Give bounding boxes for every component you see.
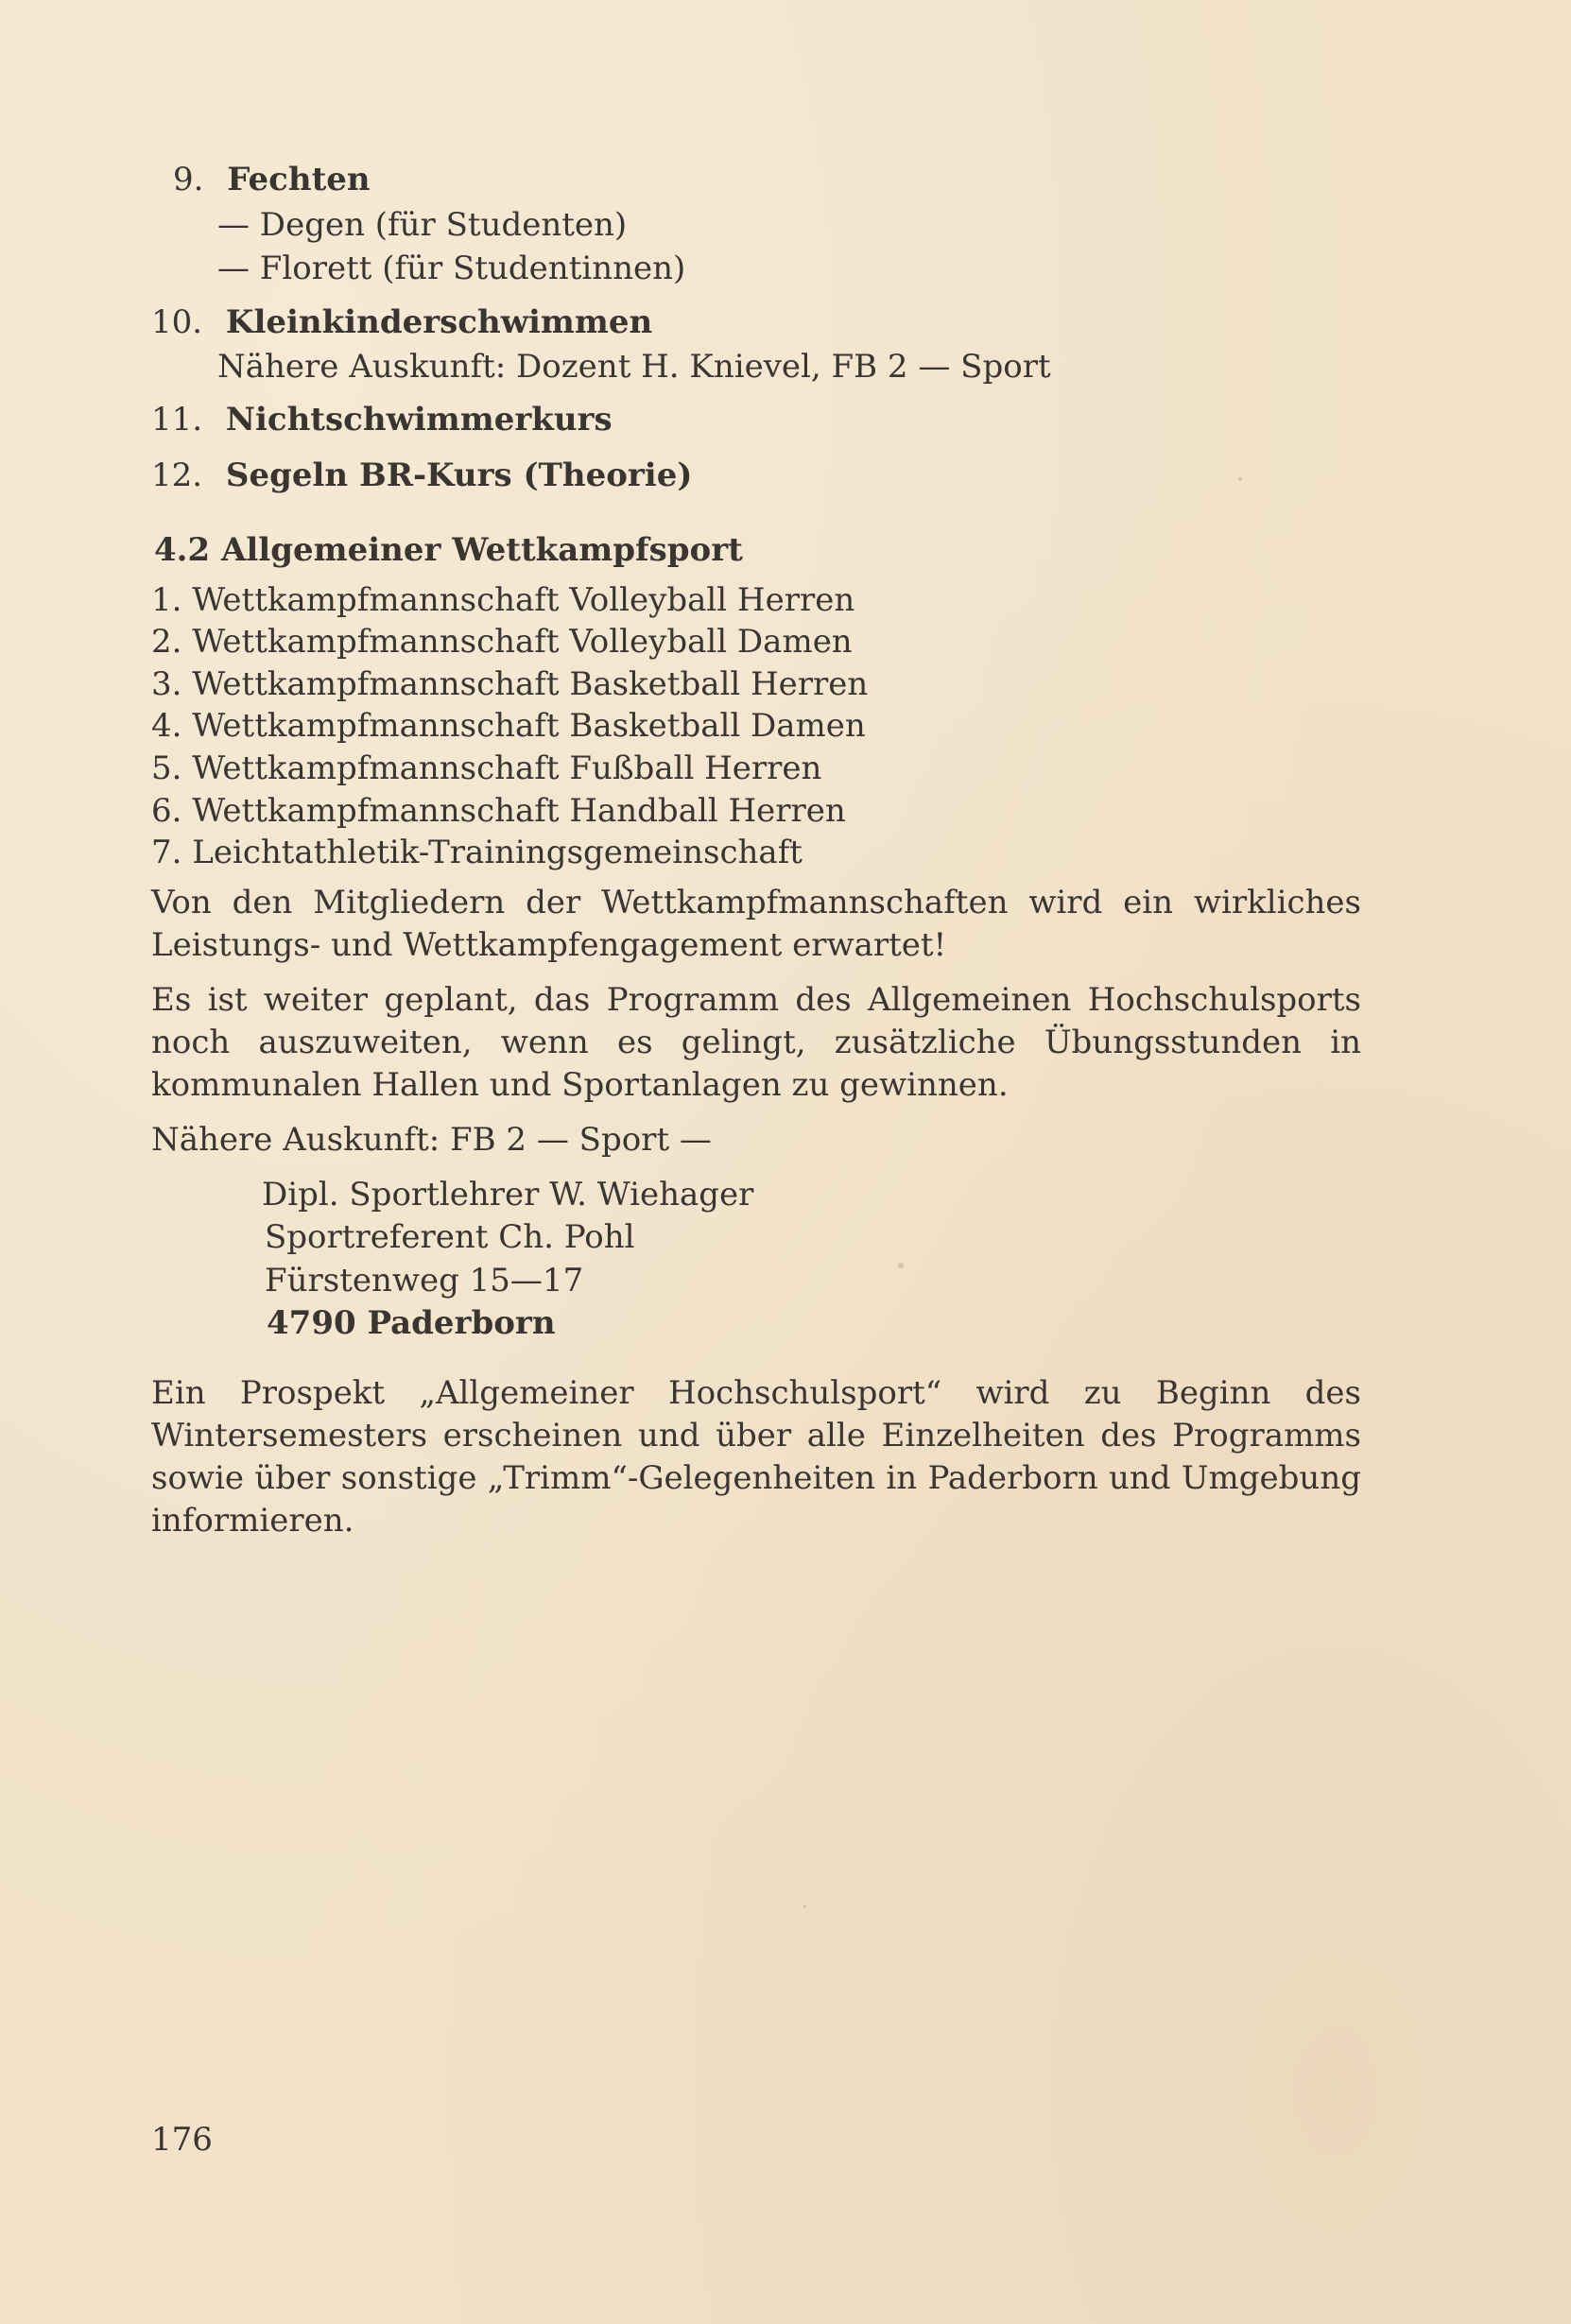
item-title: Segeln BR-Kurs (Theorie) (225, 456, 693, 494)
page-number: 176 (151, 2121, 213, 2159)
paper-speck (803, 1905, 806, 1908)
address-line: Dipl. Sportlehrer W. Wiehager (262, 1176, 754, 1214)
list-item (151, 455, 692, 496)
list-item: 1. Wettkampfmannschaft Volleyball Herren (151, 581, 855, 619)
list-item (151, 399, 613, 440)
list-subitem: — Degen (für Studenten) (217, 206, 628, 244)
address-line: Fürstenweg 15—17 (265, 1262, 584, 1300)
list-item (173, 159, 371, 200)
item-number: 11. (151, 401, 203, 439)
paragraph: Ein Prospekt „Allgemeiner Hochschulsport“ wird zu Beginn des Wintersemesters erscheinen und über alle Einzelheiten des Programms sowie über sonstige „Trimm“-Gelegenheiten in Paderborn und Umgebung informieren. (151, 1374, 1361, 1540)
section-heading: 4.2 Allgemeiner Wettkampfsport (154, 531, 743, 569)
paper-speck (1238, 477, 1242, 481)
item-title: Nichtschwimmerkurs (225, 401, 613, 439)
list-item: 6. Wettkampfmannschaft Handball Herren (151, 792, 846, 830)
address-city: 4790 Paderborn (267, 1304, 556, 1342)
item-number: 9. (173, 161, 204, 198)
item-title: Kleinkinderschwimmen (225, 303, 653, 341)
paragraph: Es ist weiter geplant, das Programm des Allgemeinen Hochschulsports noch auszuweiten, wenn es gelingt, zusätzliche Übungsstunden in kommunalen Hallen und Sportanlagen zu gewinnen. (151, 981, 1361, 1104)
list-item: 5. Wettkampfmannschaft Fußball Herren (151, 749, 822, 787)
list-subitem: Nähere Auskunft: Dozent H. Knievel, FB 2 — Sport (217, 348, 1051, 386)
address-line: Sportreferent Ch. Pohl (265, 1218, 635, 1256)
list-item: 7. Leichtathletik-Trainingsgemeinschaft (151, 834, 803, 871)
item-number: 12. (151, 456, 203, 494)
paragraph: Von den Mitgliedern der Wettkampfmannschaften wird ein wirkliches Leistungs- und Wettkampfengagement erwartet! (151, 884, 1361, 964)
list-item: 3. Wettkampfmannschaft Basketball Herren (151, 665, 869, 703)
list-subitem: — Florett (für Studentinnen) (217, 250, 686, 287)
paper-speck (898, 1263, 904, 1268)
item-number: 10. (151, 303, 203, 341)
list-item: 4. Wettkampfmannschaft Basketball Damen (151, 707, 866, 745)
item-title: Fechten (227, 161, 371, 198)
list-item (151, 301, 652, 343)
list-item: 2. Wettkampfmannschaft Volleyball Damen (151, 623, 853, 661)
info-label: Nähere Auskunft: FB 2 — Sport — (151, 1121, 712, 1159)
